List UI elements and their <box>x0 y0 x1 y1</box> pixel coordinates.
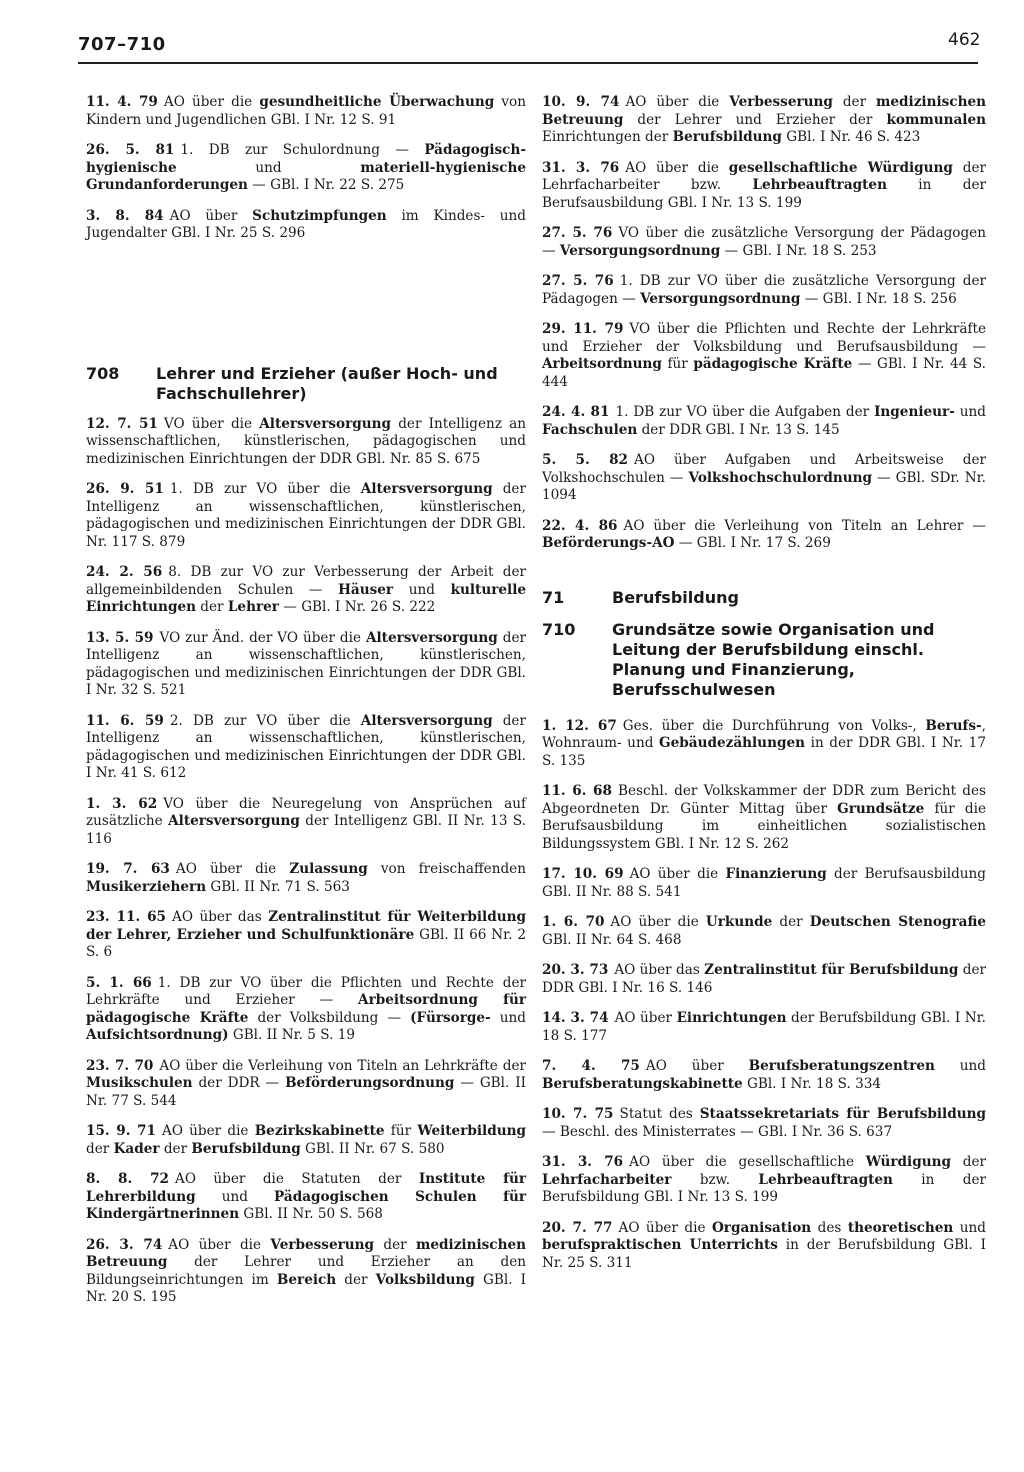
entry-text: , Wohnraum- und <box>542 717 986 751</box>
entry-text: 1. DB zur VO über die Pflichten und Rechte der Lehrkräfte und Erzieher — <box>86 974 526 1008</box>
citation-entry <box>86 416 526 469</box>
entry-text: AO über <box>645 1058 749 1074</box>
entry-text: GBl. II Nr. 71 S. 563 <box>206 878 350 895</box>
entry-text: in der DDR GBl. I Nr. 17 S. 135 <box>542 735 986 769</box>
entry-text: der Volksbildung — <box>248 1009 411 1026</box>
entry-text: AO über Aufgaben und Arbeitsweise der Volkshochschulen — <box>542 452 986 486</box>
keyword-text: Beförderungsordnung <box>285 1075 455 1091</box>
entry-text: und <box>954 404 986 420</box>
keyword-text: Bereich <box>276 1271 337 1288</box>
entry-date: 11. 4. 79 <box>86 94 158 110</box>
entry-text: der Berufsausbildung GBl. II Nr. 88 S. 541 <box>542 866 987 900</box>
keyword-text: Lehrer <box>227 599 279 615</box>
entry-text: AO über die Verleihung von Titeln an Lehrkräfte der <box>159 1057 526 1074</box>
entry-text: AO über die <box>163 94 260 110</box>
entry-date: 26. 5. 81 <box>86 142 175 158</box>
entry-text: in der Berufsbildung GBl. I Nr. 13 S. 199 <box>542 1171 986 1205</box>
entry-text: AO über die <box>168 1236 271 1253</box>
keyword-text: kulturelle Einrichtungen <box>86 581 527 615</box>
citation-entry <box>86 208 526 243</box>
citation-entry <box>542 452 986 505</box>
entry-text: — GBl. I Nr. 17 S. 269 <box>674 535 831 551</box>
spacer <box>542 566 986 588</box>
citation-entry <box>542 273 986 308</box>
entry-text: der Intelligenz an wissenschaftlichen, künstlerischen, pädagogischen und medizinischen Einrichtungen der DDR GBl. I Nr. 32 S. 521 <box>86 629 526 698</box>
keyword-text: pädagogische Kräfte <box>693 356 853 372</box>
entry-text: der DDR — <box>192 1075 286 1091</box>
entry-text: AO über das <box>614 962 705 978</box>
citation-entry <box>86 630 526 700</box>
keyword-text: Bezirkskabinette <box>254 1123 385 1139</box>
entry-text: 1. DB zur VO über die zusätzliche Versorgung der Pädagogen — <box>542 273 986 307</box>
section-title: Lehrer und Erzieher (außer Hoch- und Fachschullehrer) <box>156 363 498 403</box>
keyword-text: gesundheitliche Überwachung <box>259 94 495 110</box>
entry-text: — GBl. I Nr. 22 S. 275 <box>247 177 405 193</box>
citation-entry <box>86 909 526 962</box>
keyword-text: Berufsbildung <box>672 129 782 145</box>
entry-date: 3. 8. 84 <box>86 207 164 224</box>
entry-text: der Lehrfacharbeiter bzw. <box>542 159 986 193</box>
entry-text: GBl. II Nr. 67 S. 580 <box>300 1140 445 1157</box>
citation-entry <box>542 914 986 949</box>
keyword-text: materiell-hygienische Grundanforderungen <box>86 159 526 193</box>
entry-date: 11. 6. 59 <box>86 712 164 729</box>
keyword-text: Zentralinstitut für Berufsbildung <box>704 962 959 978</box>
entry-text: AO über die gesellschaftliche <box>629 1154 866 1170</box>
entry-date: 11. 6. 68 <box>542 783 612 799</box>
keyword-text: Berufsbildung <box>191 1140 301 1157</box>
keyword-text: Zentralinstitut für Weiterbildung der Lehrer, Erzieher und Schulfunktionäre <box>86 909 526 943</box>
citation-entry <box>542 1010 986 1045</box>
citation-entry <box>542 866 986 901</box>
keyword-text: Verbesserung <box>729 94 833 110</box>
citation-entry <box>542 783 986 853</box>
citation-entry <box>86 1171 526 1224</box>
keyword-text: Verbesserung <box>270 1236 375 1253</box>
keyword-text: Würdigung <box>865 1154 951 1170</box>
entry-text: Beschl. der Volkskammer der DDR zum Bericht des Abgeordneten Dr. Günter Mittag über <box>542 783 986 817</box>
section-number: 710 <box>542 619 576 639</box>
citation-entry <box>86 796 526 849</box>
citation-entry <box>542 321 986 391</box>
keyword-text: gesellschaftliche Würdigung <box>728 159 953 176</box>
citation-entry <box>542 160 986 213</box>
citation-entry <box>86 142 526 195</box>
entry-text: GBl. II Nr. 64 S. 468 <box>542 931 682 948</box>
citation-entry <box>86 1237 526 1307</box>
entry-text: GBl. II Nr. 50 S. 568 <box>239 1206 383 1222</box>
entry-text: VO über die Pflichten und Rechte der Lehrkräfte und Erzieher der Volksbildung und Berufsausbildung — <box>542 321 986 355</box>
entry-date: 29. 11. 79 <box>542 321 624 337</box>
keyword-text: Versorgungsordnung <box>640 290 801 307</box>
entry-text: VO über die Neuregelung von Ansprüchen auf zusätzliche <box>86 795 527 829</box>
keyword-text: Gebäudezählungen <box>659 735 805 751</box>
entry-text: und <box>934 1058 987 1074</box>
keyword-text: Berufsberatungszentren <box>748 1058 935 1074</box>
entry-date: 22. 4. 86 <box>542 517 618 534</box>
entry-text: der Lehrer und Erzieher der <box>623 111 887 128</box>
citation-entry <box>542 225 986 260</box>
entry-date: 5. 1. 66 <box>86 974 152 991</box>
entry-date: 10. 7. 75 <box>542 1106 614 1122</box>
entry-date: 1. 3. 62 <box>86 795 158 812</box>
entry-text: GBl. II 66 Nr. 2 S. 6 <box>86 926 526 960</box>
citation-entry <box>86 975 526 1045</box>
entry-date: 27. 5. 76 <box>542 273 614 289</box>
entry-text: 1. DB zur VO über die <box>169 481 361 497</box>
keyword-text: Häuser <box>338 581 394 598</box>
keyword-text: (Fürsorge- <box>410 1009 491 1026</box>
header-rule <box>78 62 978 64</box>
entry-text: 8. DB zur VO zur Verbesserung der Arbeit der allgemeinbildenden Schulen — <box>86 564 526 598</box>
entry-text: in der Berufsausbildung GBl. I Nr. 13 S. 199 <box>542 177 986 211</box>
keyword-text: Lehrfacharbeiter <box>542 1171 672 1188</box>
entry-date: 7. 4. 75 <box>542 1058 640 1074</box>
keyword-text: Kader <box>113 1140 160 1157</box>
section-number: 71 <box>542 587 565 607</box>
entry-text: von freischaffenden <box>367 861 526 877</box>
entry-date: 23. 11. 65 <box>86 909 166 925</box>
keyword-text: Lehrbeauftragten <box>752 177 887 193</box>
entry-text: AO über <box>169 207 253 224</box>
keyword-text: Ingenieur- <box>874 404 955 420</box>
entry-text: AO über die <box>625 159 729 176</box>
keyword-text: theoretischen <box>847 1219 954 1236</box>
entry-text: VO über die <box>163 415 260 432</box>
entry-text: GBl. I Nr. 46 S. 423 <box>781 129 921 145</box>
entry-text: AO über die <box>625 94 730 110</box>
citation-entry <box>542 518 986 553</box>
entry-date: 20. 7. 77 <box>542 1219 613 1236</box>
entry-date: 27. 5. 76 <box>542 225 613 241</box>
entry-date: 8. 8. 72 <box>86 1171 169 1187</box>
keyword-text: Deutschen Stenografie <box>809 914 986 930</box>
entry-date: 20. 3. 73 <box>542 962 609 978</box>
keyword-text: Pädagogischen Schulen für Kindergärtnerinnen <box>86 1188 526 1222</box>
entry-text: der Intelligenz an wissenschaftlichen, künstlerischen, pädagogischen und medizinischen Einrichtungen der DDR GBl. I Nr. 41 S. 612 <box>86 712 526 781</box>
keyword-text: Grundsätze <box>837 800 925 817</box>
entry-text: AO über die Verleihung von Titeln an Lehrer — <box>623 517 986 534</box>
keyword-text: Lehrbeauftragten <box>758 1171 893 1188</box>
keyword-text: Beförderungs-AO <box>542 535 675 551</box>
entry-text: — GBl. I Nr. 18 S. 256 <box>800 290 957 307</box>
keyword-text: Berufs- <box>925 717 982 734</box>
entry-date: 1. 6. 70 <box>542 914 605 930</box>
keyword-text: Volksbildung <box>375 1271 475 1288</box>
entry-date: 14. 3. 74 <box>542 1010 609 1026</box>
keyword-text: Altersversorgung <box>360 481 493 497</box>
entry-text: 1. DB zur Schulordnung — <box>180 142 425 158</box>
citation-entry <box>86 94 526 129</box>
keyword-text: Altersversorgung <box>168 813 300 829</box>
keyword-text: Organisation <box>711 1219 812 1236</box>
citation-entry <box>542 1220 986 1273</box>
entry-text: der Intelligenz GBl. II Nr. 13 S. 116 <box>86 813 526 847</box>
entry-text: AO über die <box>175 861 290 877</box>
entry-text: bzw. <box>671 1171 759 1188</box>
entry-text: und <box>195 1188 275 1205</box>
keyword-text: Berufsberatungskabinette <box>542 1075 743 1092</box>
entry-text: VO zur Änd. der VO über die <box>159 629 366 646</box>
citation-entry <box>542 1154 986 1207</box>
entry-date: 13. 5. 59 <box>86 629 154 646</box>
entry-date: 31. 3. 76 <box>542 159 620 176</box>
keyword-text: Altersversorgung <box>360 712 493 729</box>
entry-text: 2. DB zur VO über die <box>169 712 361 729</box>
keyword-text: Staatssekretariats für Berufsbildung <box>699 1106 986 1122</box>
entry-text: des <box>811 1219 848 1236</box>
entry-date: 5. 5. 82 <box>542 452 629 468</box>
entry-text: AO über die <box>610 914 706 930</box>
keyword-text: medizinischen Betreuung <box>542 94 986 128</box>
section-title: Berufsbildung <box>612 587 739 607</box>
keyword-text: Institute für Lehrerbildung <box>86 1171 527 1205</box>
entry-date: 10. 9. 74 <box>542 94 620 110</box>
right-column <box>542 94 986 1285</box>
entry-text: GBl. I Nr. 18 S. 334 <box>742 1075 882 1092</box>
entry-text: GBl. II Nr. 5 S. 19 <box>228 1027 356 1043</box>
keyword-text: Schutzimpfungen <box>252 207 387 224</box>
entry-date: 15. 9. 71 <box>86 1123 156 1139</box>
citation-entry <box>86 713 526 783</box>
entry-list-right-top <box>542 94 986 553</box>
entry-date: 17. 10. 69 <box>542 866 624 882</box>
entry-text: der DDR GBl. I Nr. 13 S. 145 <box>637 421 840 438</box>
spacer <box>86 256 526 364</box>
keyword-text: Altersversorgung <box>365 629 498 646</box>
entry-text: AO über die <box>162 1123 255 1139</box>
keyword-text: kommunalen <box>886 111 986 128</box>
citation-entry <box>542 94 986 147</box>
entry-text: — GBl. I Nr. 44 S. 444 <box>542 356 986 390</box>
entry-text: GBl. I Nr. 20 S. 195 <box>86 1271 526 1305</box>
entry-text: und <box>490 1009 526 1026</box>
entry-text: der Berufsbildung GBl. I Nr. 18 S. 177 <box>542 1010 987 1044</box>
page-header <box>0 0 1024 70</box>
keyword-text: Altersversorgung <box>259 415 392 432</box>
entry-text: AO über die Statuten der <box>175 1171 419 1187</box>
section-heading-71 <box>542 588 986 608</box>
entry-text: der Intelligenz an wissenschaftlichen, künstlerischen, pädagogischen und medizinischen Einrichtungen der DDR GBl. Nr. 85 S. 675 <box>86 415 526 467</box>
entry-text: und <box>176 159 361 176</box>
keyword-text: Musikerziehern <box>86 878 207 895</box>
entry-list-710 <box>542 718 986 1273</box>
entry-date: 19. 7. 63 <box>86 861 170 877</box>
entry-date: 1. 12. 67 <box>542 717 617 734</box>
entry-text: — GBl. I Nr. 18 S. 253 <box>720 242 877 259</box>
entry-text: Ges. über die Durchführung von Volks-, <box>622 717 926 734</box>
entry-text: für <box>384 1123 418 1139</box>
entry-text: der <box>374 1236 416 1253</box>
entry-date: 23. 7. 70 <box>86 1057 154 1074</box>
entry-text: für die Berufsausbildung im einheitlichen sozialistischen Bildungssystem GBl. I Nr. 12 S. 262 <box>542 800 986 852</box>
entry-text: AO über <box>614 1010 677 1026</box>
entry-text: Statut des <box>619 1106 700 1122</box>
entry-text: der <box>86 1140 114 1157</box>
entry-text: der <box>832 94 877 110</box>
entry-date: 26. 9. 51 <box>86 481 164 497</box>
citation-entry <box>542 962 986 997</box>
entry-text: der Lehrer und Erzieher an den Bildungseinrichtungen im <box>86 1254 526 1288</box>
keyword-text: Weiterbildung <box>417 1123 526 1139</box>
entry-text: in der Berufsbildung GBl. I Nr. 25 S. 311 <box>542 1237 986 1271</box>
keyword-text: Musikschulen <box>86 1075 193 1091</box>
keyword-text: Arbeitsordnung <box>542 356 662 372</box>
keyword-text: Urkunde <box>705 914 773 930</box>
entry-text: 1. DB zur VO über die Aufgaben der <box>615 404 875 420</box>
page-number: 462 <box>948 30 981 50</box>
left-column <box>86 94 526 1320</box>
entry-text: der <box>195 599 228 615</box>
citation-entry <box>542 1106 986 1141</box>
entry-text: der <box>336 1271 376 1288</box>
entry-list-708 <box>86 416 526 1307</box>
entry-text: AO über das <box>172 909 269 925</box>
entry-text: AO über die <box>629 866 726 882</box>
keyword-text: Zulassung <box>289 861 368 877</box>
section-heading-708 <box>86 364 526 404</box>
entry-text: von Kindern und Jugendlichen GBl. I Nr. 12 S. 91 <box>86 94 526 128</box>
citation-entry <box>86 481 526 551</box>
keyword-text: Versorgungsordnung <box>559 242 721 259</box>
entry-text: im Kindes- und Jugendalter GBl. I Nr. 25 S. 296 <box>86 207 526 241</box>
keyword-text: berufspraktischen Unterrichts <box>542 1237 778 1253</box>
entry-text: der Intelligenz an wissenschaftlichen, künstlerischen, pädagogischen und medizinischen Einrichtungen der DDR GBl. Nr. 117 S. 879 <box>86 481 526 550</box>
entry-date: 26. 3. 74 <box>86 1236 163 1253</box>
section-heading-710 <box>542 620 986 700</box>
entry-text: — Beschl. des Ministerrates — GBl. I Nr. 36 S. 637 <box>542 1123 893 1140</box>
entry-text: der <box>772 914 810 930</box>
section-title: Grundsätze sowie Organisation und Leitung der Berufsbildung einschl. Planung und Finanzierung, Berufsschulwesen <box>612 619 935 699</box>
entry-text: AO über die <box>618 1219 712 1236</box>
entry-date: 31. 3. 76 <box>542 1154 624 1170</box>
entry-text: der DDR GBl. I Nr. 16 S. 146 <box>542 962 986 996</box>
citation-entry <box>542 404 986 439</box>
entry-date: 24. 4. 81 <box>542 404 610 420</box>
section-number: 708 <box>86 363 120 383</box>
entry-text: der <box>950 1154 986 1170</box>
entry-text: — GBl. SDr. Nr. 1094 <box>542 469 986 503</box>
keyword-text: Aufsichtsordnung) <box>86 1027 229 1043</box>
citation-entry <box>86 861 526 896</box>
entry-text: und <box>953 1219 986 1236</box>
keyword-text: medizinischen Betreuung <box>86 1236 526 1270</box>
entry-text: — GBl. II Nr. 77 S. 544 <box>86 1075 526 1109</box>
citation-entry <box>542 1058 986 1093</box>
entry-text: und <box>393 581 451 598</box>
keyword-text: Einrichtungen <box>676 1010 787 1026</box>
entry-list-left-top <box>86 94 526 243</box>
citation-entry <box>86 564 526 617</box>
entry-date: 12. 7. 51 <box>86 415 158 432</box>
entry-date: 24. 2. 56 <box>86 564 163 580</box>
citation-entry <box>86 1123 526 1158</box>
entry-text: VO über die zusätzliche Versorgung der Pädagogen — <box>542 225 986 259</box>
entry-text: — GBl. I Nr. 26 S. 222 <box>278 599 436 615</box>
keyword-text: Pädagogisch-hygienische <box>86 142 526 176</box>
citation-entry <box>86 1058 526 1111</box>
keyword-text: Finanzierung <box>725 866 827 882</box>
entry-text: Einrichtungen der <box>542 129 673 145</box>
citation-entry <box>542 718 986 771</box>
section-range: 707–710 <box>78 34 166 55</box>
entry-text: für <box>661 356 694 372</box>
keyword-text: Arbeitsordnung für pädagogische Kräfte <box>86 992 526 1026</box>
entry-text: der <box>159 1140 192 1157</box>
keyword-text: Fachschulen <box>542 421 638 438</box>
keyword-text: Volkshochschulordnung <box>688 469 872 486</box>
